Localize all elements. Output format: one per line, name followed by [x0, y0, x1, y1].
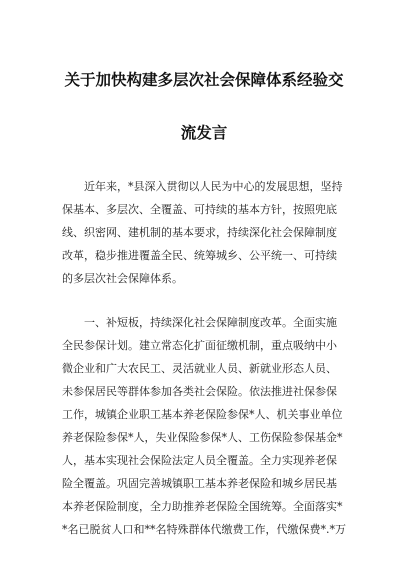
paragraph-2-line-8: 险全覆盖。巩固完善城镇职工基本养老保险和城乡居民基 — [62, 477, 337, 490]
paragraph-2-line-3: 微企业和广大农民工、灵活就业人员、新就业形态人员、 — [62, 362, 337, 375]
paragraph-2-line-1: 一、补短板，持续深化社会保障制度改革。全面实施 — [84, 316, 337, 329]
paragraph-2-line-9: 本养老保险制度，全力助推养老保险全国统筹。全面落实* — [62, 500, 343, 513]
paragraph-1-line-3: 线、织密网、建机制的基本要求，持续深化社会保障制度 — [62, 226, 337, 239]
paragraph-2-line-2: 全民参保计划。建立常态化扩面征缴机制，重点吸纳中小 — [62, 339, 337, 352]
paragraph-2-line-6: 养老保险参保*人，失业保险参保*人、工伤保险参保基金* — [62, 431, 343, 444]
paragraph-1-line-5: 的多层次社会保障体系。 — [62, 272, 183, 285]
paragraph-2-line-7: 人，基本实现社会保险法定人员全覆盖。全力实现养老保 — [62, 454, 337, 467]
paragraph-1-line-2: 保基本、多层次、全覆盖、可持续的基本方针，按照兜底 — [62, 203, 337, 216]
paragraph-2-line-10: *名已脱贫人口和**名特殊群体代缴费工作，代缴保费*.*万 — [62, 523, 346, 536]
document-title-line-1: 关于加快构建多层次社会保障体系经验交 — [64, 71, 344, 89]
document-title-line-2: 流发言 — [180, 124, 228, 142]
paragraph-1-line-4: 改革，稳步推进覆盖全民、统筹城乡、公平统一、可持续 — [62, 249, 337, 262]
paragraph-1-line-1: 近年来，*县深入贯彻以人民为中心的发展思想，坚持 — [84, 180, 343, 193]
paragraph-2-line-4: 未参保居民等群体参加各类社会保险。依法推进社保参保 — [62, 385, 337, 398]
paragraph-2-line-5: 工作，城镇企业职工基本养老保险参保*人、机关事业单位 — [62, 408, 343, 421]
